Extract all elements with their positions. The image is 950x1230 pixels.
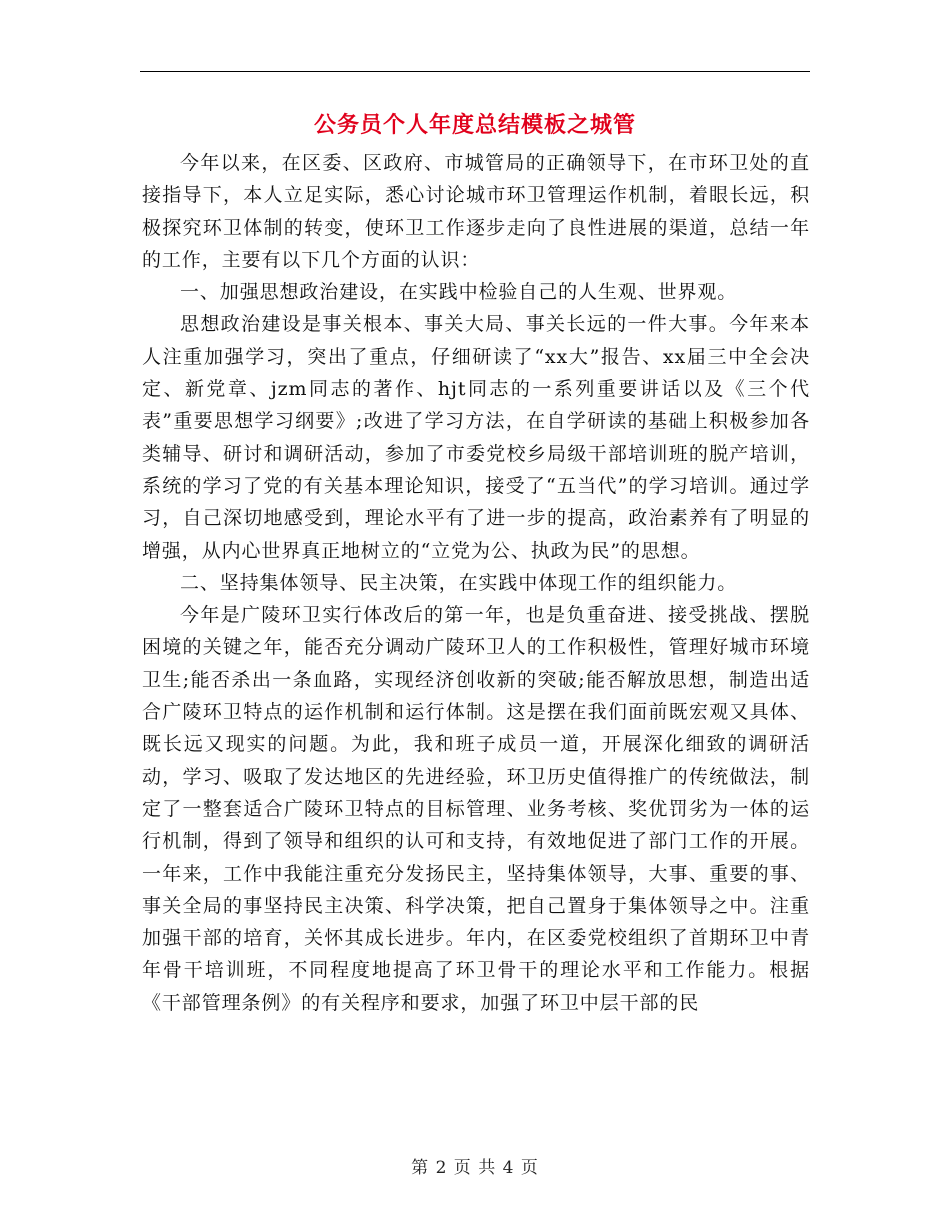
paragraph-intro: 今年以来，在区委、区政府、市城管局的正确领导下，在市环卫处的直接指导下，本人立足实际，悉心讨论城市环卫管理运作机制，着眼长远，积极探究环卫体制的转变，使环卫工作逐步走向了良性进展的渠道，总结一年的工作，主要有以下几个方面的认识： — [142, 152, 810, 271]
page-number: 第 2 页 共 4 页 — [411, 1158, 539, 1178]
section-heading-1: 一、加强思想政治建设，在实践中检验自己的人生观、世界观。 — [180, 281, 738, 304]
section-heading-2: 二、坚持集体领导、民主决策，在实践中体现工作的组织能力。 — [180, 571, 738, 594]
document-body — [142, 147, 810, 1019]
document-title: 公务员个人年度总结模板之城管 — [313, 112, 636, 138]
header-rule — [140, 71, 810, 72]
paragraph-section-2: 今年是广陵环卫实行体改后的第一年，也是负重奋进、接受挑战、摆脱困境的关键之年，能否充分调动广陵环卫人的工作积极性，管理好城市环境卫生;能否杀出一条血路，实现经济创收新的突破;能否解放思想，制造出适合广陵环卫特点的运作机制和运行体制。这是摆在我们面前既宏观又具体、既长远又现实的问题。为此，我和班子成员一道，开展深化细致的调研活动，学习、吸取了发达地区的先进经验，环卫历史值得推广的传统做法，制定了一整套适合广陵环卫特点的目标管理、业务考核、奖优罚劣为一体的运行机制，得到了领导和组织的认可和支持，有效地促进了部门工作的开展。一年来，工作中我能注重充分发扬民主，坚持集体领导，大事、重要的事、事关全局的事坚持民主决策、科学决策，把自己置身于集体领导之中。注重加强干部的培育，关怀其成长进步。年内，在区委党校组织了首期环卫中青年骨干培训班，不同程度地提高了环卫骨干的理论水平和工作能力。根据《干部管理条例》的有关程序和要求，加强了环卫中层干部的民 — [142, 604, 810, 1014]
paragraph-section-1: 思想政治建设是事关根本、事关大局、事关长远的一件大事。今年来本人注重加强学习，突出了重点，仔细研读了“xx大”报告、xx届三中全会决定、新党章、jzm同志的著作、hjt同志的一系列重要讲话以及《三个代表”重要思想学习纲要》;改进了学习方法，在自学研读的基础上积极参加各类辅导、研讨和调研活动，参加了市委党校乡局级干部培训班的脱产培训，系统的学习了党的有关基本理论知识，接受了“五当代”的学习培训。通过学习，自己深切地感受到，理论水平有了进一步的提高，政治素养有了明显的增强，从内心世界真正地树立的“立党为公、执政为民”的思想。 — [142, 313, 810, 562]
